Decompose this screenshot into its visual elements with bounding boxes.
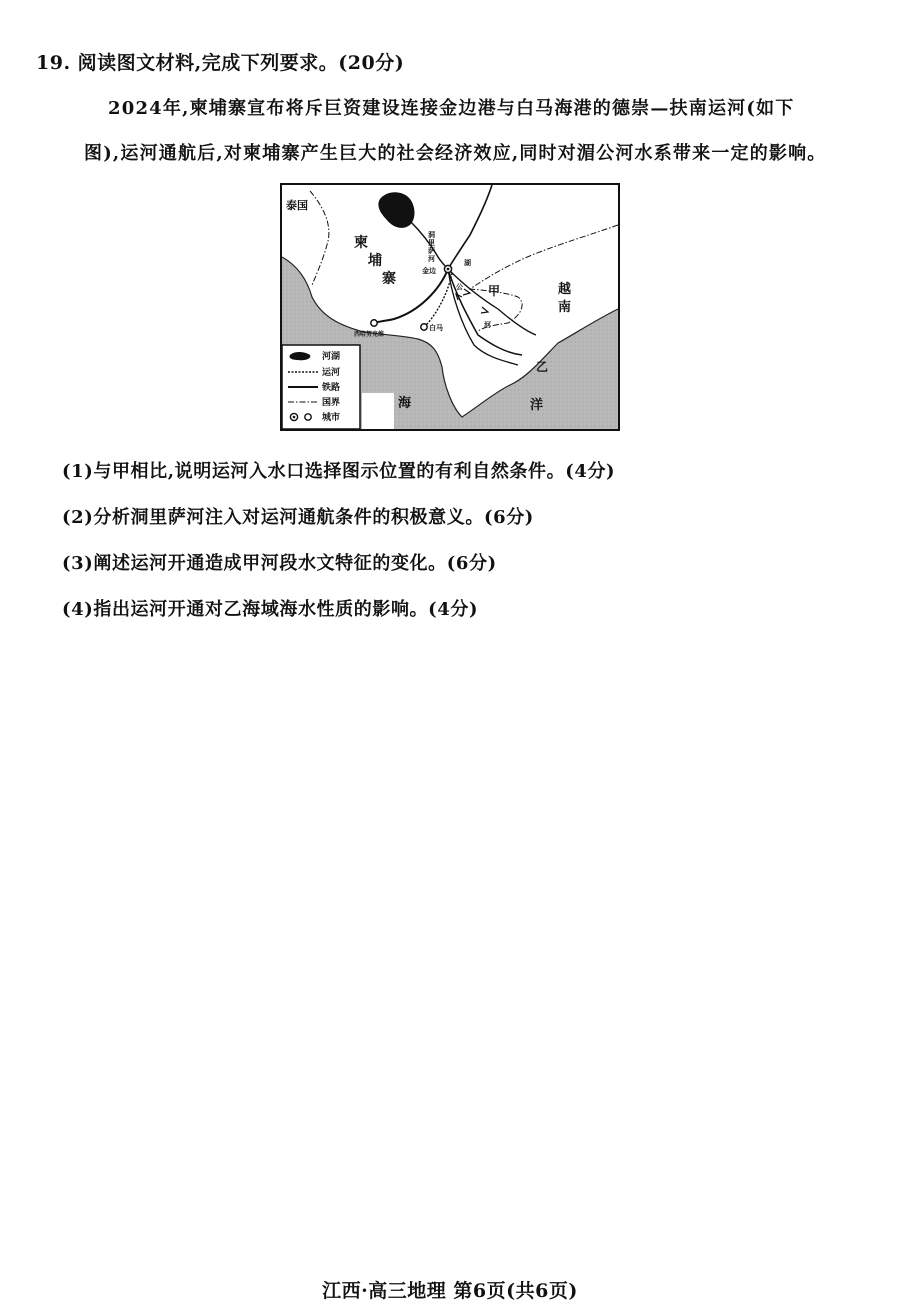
label-sihanoukville: 西哈努克维 <box>354 331 385 338</box>
label-vietnam-2: 南 <box>558 300 572 315</box>
label-ocean: 洋 <box>530 398 544 413</box>
material-paragraph-line-1: 2024年,柬埔寨宣布将斥巨资建设连接金边港与白马海港的德崇—扶南运河(如下 <box>108 98 795 119</box>
map-legend <box>282 345 360 429</box>
canal-map-svg <box>282 185 618 429</box>
label-sea: 海 <box>398 396 412 411</box>
question-title: 19. 阅读图文材料,完成下列要求。(20分) <box>36 52 405 74</box>
label-mekong-2: 河 <box>484 321 491 329</box>
legend-border-label: 国界 <box>322 398 341 408</box>
label-tonle-sap-4: 河 <box>428 255 435 263</box>
legend-city-icon <box>305 414 311 420</box>
legend-lake-label: 河湖 <box>322 352 341 362</box>
sub-question-2: (2)分析洞里萨河注入对运河通航条件的积极意义。(6分) <box>62 507 534 528</box>
page-footer: 江西·高三地理 第6页(共6页) <box>322 1280 578 1302</box>
sub-question-3: (3)阐述运河开通造成甲河段水文特征的变化。(6分) <box>62 553 497 574</box>
label-phnom-penh: 金边 <box>422 267 436 275</box>
label-jia: 甲 <box>488 284 501 298</box>
canal-line <box>424 273 452 327</box>
legend-railway-label: 铁路 <box>322 383 341 393</box>
city-sihanoukville <box>371 320 377 326</box>
canal-map <box>280 183 620 431</box>
label-mekong-1: 公 <box>456 283 463 291</box>
label-tonle-sap-2: 里 <box>428 239 435 247</box>
tonle-sap-lake <box>378 192 414 228</box>
label-tonle-sap-3: 萨 <box>428 247 435 255</box>
border-cambodia-vietnam <box>470 225 618 331</box>
border-thai-cambodia <box>310 191 329 285</box>
legend-canal-label: 运河 <box>322 368 341 378</box>
label-cambodia-3: 寨 <box>382 271 396 287</box>
label-thailand: 泰国 <box>286 199 308 212</box>
label-yi: 乙 <box>536 360 549 374</box>
sub-question-1: (1)与甲相比,说明运河入水口选择图示位置的有利自然条件。(4分) <box>62 461 616 482</box>
label-lake: 湖 <box>464 259 471 267</box>
sub-question-4: (4)指出运河开通对乙海域海水性质的影响。(4分) <box>62 599 479 620</box>
label-cambodia-1: 柬 <box>354 235 368 251</box>
label-tonle-sap-1: 洞 <box>428 231 435 239</box>
legend-city-label: 城市 <box>322 413 341 423</box>
label-cambodia-2: 埔 <box>368 253 382 269</box>
material-paragraph-line-2: 图),运河通航后,对柬埔寨产生巨大的社会经济效应,同时对湄公河水系带来一定的影响。 <box>84 143 827 164</box>
label-kep: 白马 <box>429 324 443 332</box>
city-kep <box>421 324 427 330</box>
label-vietnam-1: 越 <box>558 282 572 297</box>
